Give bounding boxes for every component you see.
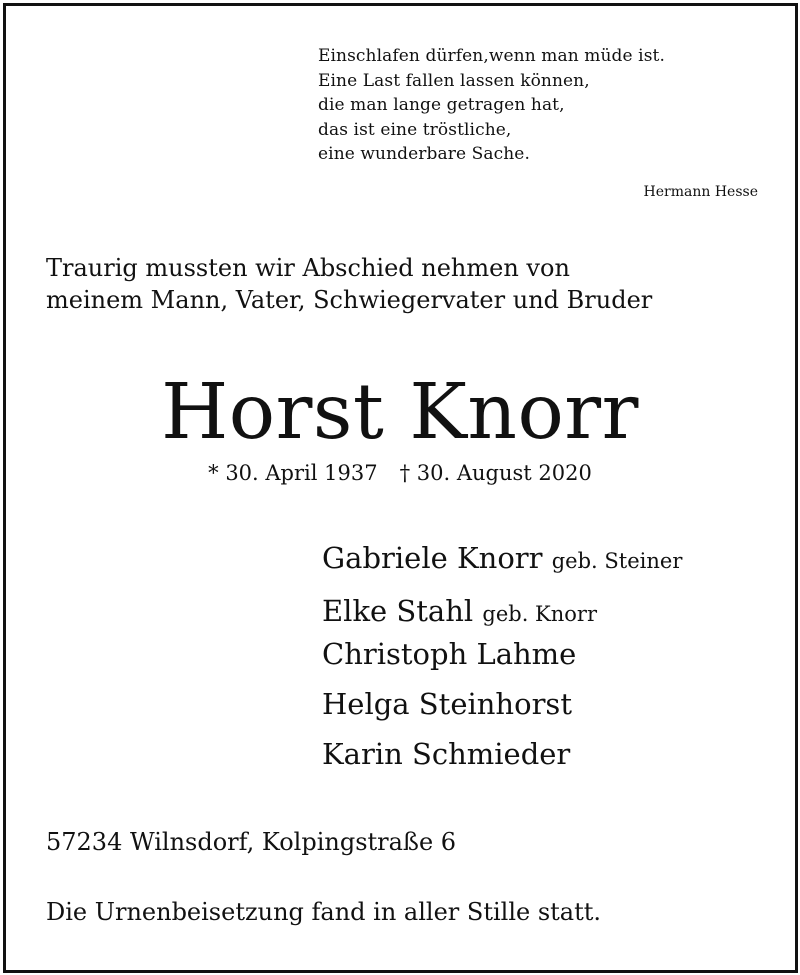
- poem-line: das ist eine tröstliche,: [318, 119, 512, 140]
- mourner-maiden-name: geb. Steiner: [551, 549, 683, 573]
- poem-line: eine wunderbare Sache.: [318, 144, 530, 164]
- mourner-name: Elke Stahl: [322, 594, 474, 628]
- poem-line: die man lange getragen hat,: [318, 95, 565, 115]
- poem: [318, 44, 665, 167]
- mourner: [322, 684, 682, 724]
- mourner: [322, 591, 682, 634]
- intro-line: meinem Mann, Vater, Schwiegervater und Bruder: [46, 286, 653, 314]
- mourner: [322, 538, 682, 581]
- burial-notice: Die Urnenbeisetzung fand in aller Stille statt.: [46, 898, 602, 926]
- mourners-list: [322, 538, 682, 774]
- address: 57234 Wilnsdorf, Kolpingstraße 6: [46, 828, 457, 856]
- intro-line: Traurig mussten wir Abschied nehmen von: [46, 254, 570, 282]
- mourner-name: Karin Schmieder: [322, 737, 571, 771]
- death-date: † 30. August 2020: [399, 461, 592, 485]
- deceased-name: Horst Knorr: [161, 368, 639, 457]
- poem-line: Eine Last fallen lassen können,: [318, 70, 590, 91]
- mourner: [322, 634, 682, 674]
- mourner-name: Christoph Lahme: [322, 637, 577, 671]
- birth-date: * 30. April 1937: [208, 461, 378, 485]
- mourner-maiden-name: geb. Knorr: [482, 602, 597, 626]
- mourner: [322, 734, 682, 774]
- intro-text: [46, 252, 652, 316]
- poem-line: Einschlafen dürfen,wenn man müde ist.: [318, 46, 665, 66]
- mourner-name: Gabriele Knorr: [322, 541, 543, 575]
- mourner-name: Helga Steinhorst: [322, 687, 572, 721]
- life-dates: [0, 458, 800, 488]
- poem-author: Hermann Hesse: [643, 184, 758, 200]
